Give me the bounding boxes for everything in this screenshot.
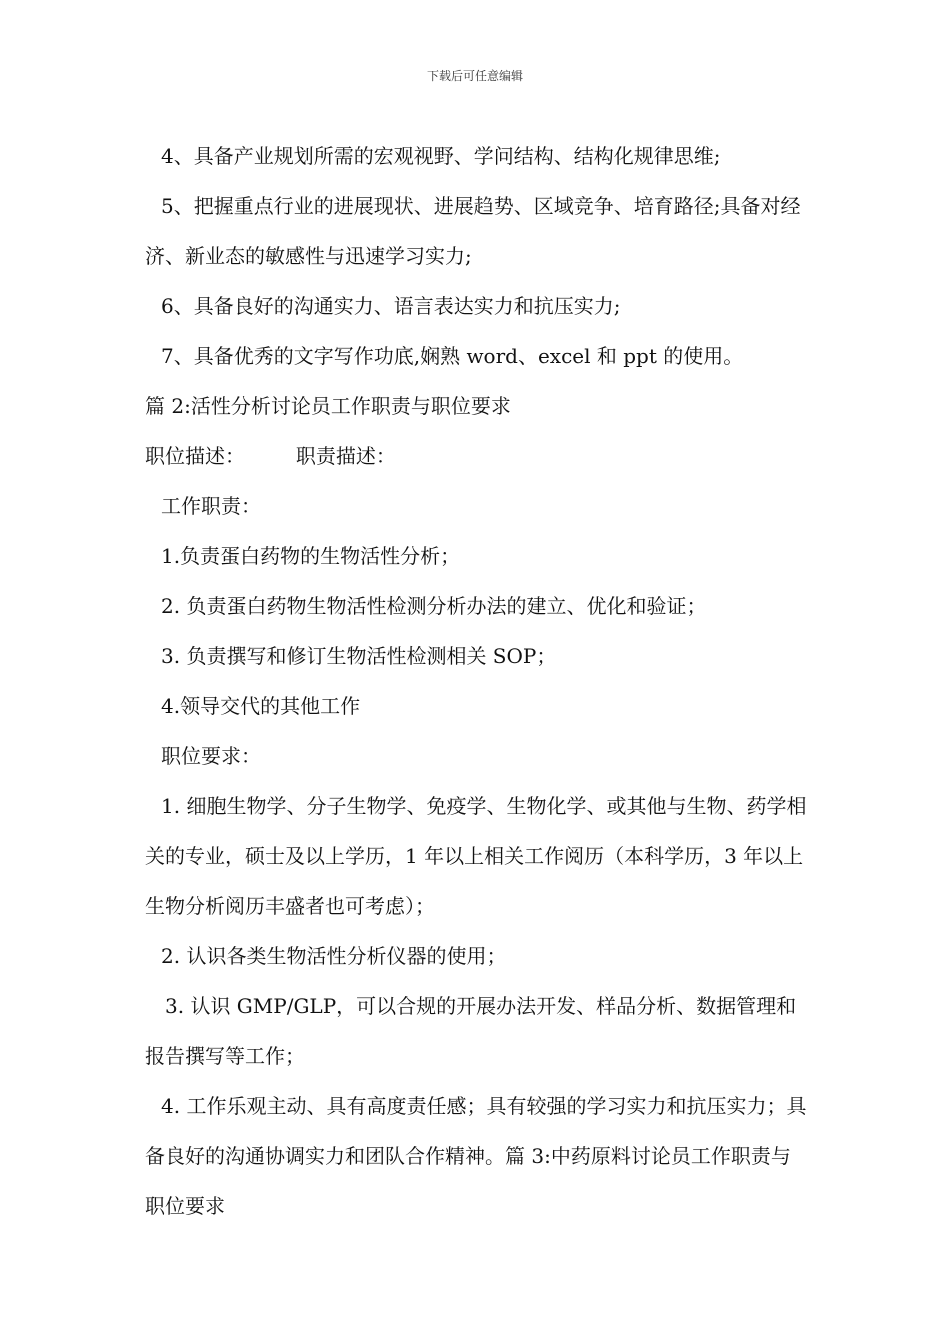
paragraph: 职位描述： 职责描述： (145, 444, 396, 468)
document-body (145, 131, 810, 1231)
paragraph: 7、具备优秀的文字写作功底,娴熟 word、excel 和 ppt 的使用。 (161, 344, 744, 368)
paragraph: 4. 工作乐观主动、具有高度责任感；具有较强的学习实力和抗压实力；具备良好的沟通协调实力和团队合作精神。篇 3:中药原料讨论员工作职责与职位要求 (145, 1094, 807, 1218)
paragraph: 篇 2:活性分析讨论员工作职责与职位要求 (145, 394, 511, 418)
paragraph: 3. 认识 GMP/GLP，可以合规的开展办法开发、样品分析、数据管理和报告撰写等工作； (145, 994, 797, 1068)
paragraph: 4.领导交代的其他工作 (161, 694, 361, 718)
paragraph: 6、具备良好的沟通实力、语言表达实力和抗压实力; (161, 294, 621, 318)
paragraph: 职位要求： (161, 744, 261, 768)
page-header: 下载后可任意编辑 (426, 69, 523, 83)
paragraph: 工作职责： (161, 494, 261, 518)
paragraph: 3. 负责撰写和修订生物活性检测相关 SOP； (161, 644, 557, 668)
paragraph: 4、具备产业规划所需的宏观视野、学问结构、结构化规律思维; (161, 144, 721, 168)
paragraph: 1.负责蛋白药物的生物活性分析； (161, 544, 461, 568)
paragraph: 2. 认识各类生物活性分析仪器的使用； (161, 944, 507, 968)
paragraph: 1. 细胞生物学、分子生物学、免疫学、生物化学、或其他与生物、药学相关的专业，硕士及以上学历，1 年以上相关工作阅历（本科学历，3 年以上生物分析阅历丰盛者也可考虑）； (145, 794, 807, 918)
paragraph: 2. 负责蛋白药物生物活性检测分析办法的建立、优化和验证； (161, 594, 707, 618)
paragraph: 5、把握重点行业的进展现状、进展趋势、区域竞争、培育路径;具备对经济、新业态的敏感性与迅速学习实力; (145, 194, 801, 268)
